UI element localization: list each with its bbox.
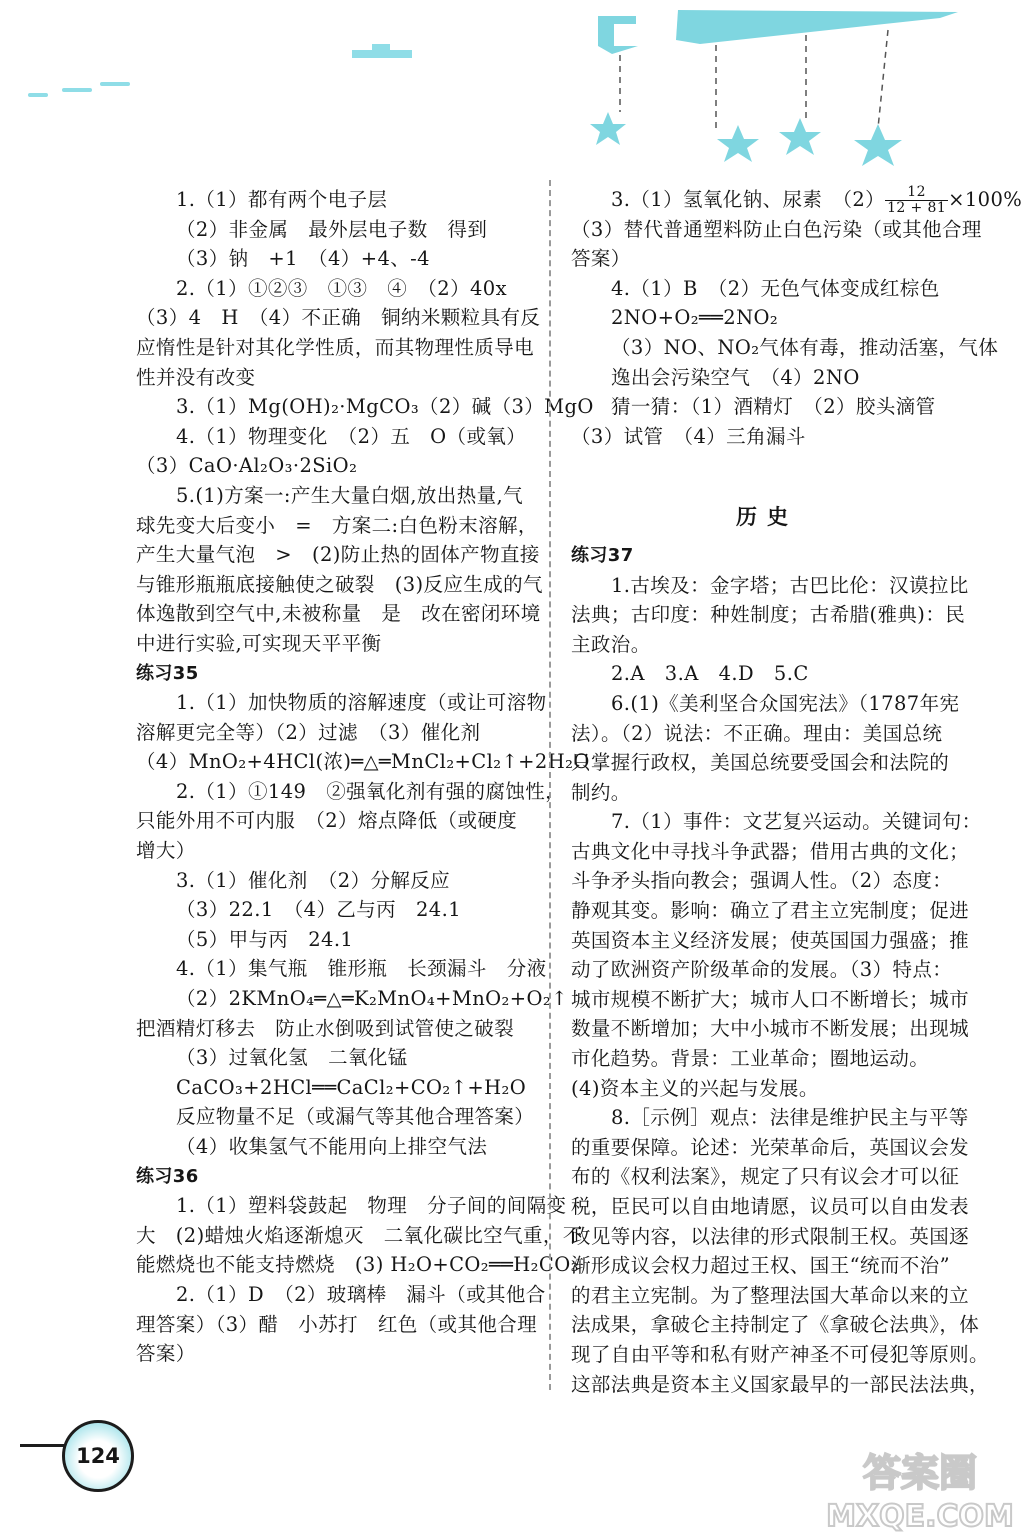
answer-line: 5.(1)方案一:产生大量白烟,放出热量,气 — [176, 483, 523, 507]
watermark-logo — [820, 1446, 1025, 1532]
answer-line: 溶解更完全等）（2）过滤 （3）催化剂 — [136, 720, 481, 744]
bunting-left — [598, 16, 638, 54]
chemistry-continued — [571, 215, 999, 452]
answer-line: 答案） — [136, 1342, 196, 1366]
answer-line: 4.（1）物理变化 （2）五 O（或氧） — [176, 424, 527, 448]
answer-line: 市化趋势。背景：工业革命；圈地运动。 — [571, 1047, 930, 1071]
answer-line: 产生大量气泡 > (2)防止热的固体产物直接 — [136, 543, 540, 567]
hanging-strings — [620, 30, 888, 132]
answer-line: 理答案）（3）醋 小苏打 红色（或其他合理 — [136, 1312, 538, 1336]
answer-line: （3）NO、NO₂气体有毒，推动活塞，气体 — [611, 335, 999, 359]
answer-line: （4）MnO₂+4HCl(浓)═△═MnCl₂+Cl₂↑+2H₂O — [136, 750, 590, 774]
answer-line: 大 (2)蜡烛火焰逐渐熄灭 二氧化碳比空气重，不 — [136, 1223, 583, 1247]
answer-line: 的君主立宪制。为了整理法国大革命以来的立 — [571, 1283, 970, 1307]
cloud-strokes — [28, 44, 412, 97]
answer-line: 布的《权利法案》，规定了只有议会才可以征 — [571, 1165, 960, 1189]
answer-line: 3.（1）Mg(OH)₂·MgCO₃（2）碱（3）MgO — [176, 395, 594, 419]
answer-line — [571, 184, 1023, 216]
answer-line: 制约。 — [571, 780, 631, 804]
answer-line: 2.（1）①149 ②强氧化剂有强的腐蚀性， — [176, 779, 566, 803]
answer-line: 6.(1)《美利坚合众国宪法》（1787年宪 — [611, 691, 960, 715]
answer-line: （2）2KMnO₄═△═K₂MnO₄+MnO₂+O₂↑ — [176, 987, 568, 1011]
answer-line: 性并没有改变 — [136, 365, 256, 389]
answer-line: 球先变大后变小 = 方案二:白色粉末溶解， — [136, 513, 538, 537]
answer-line: 应惰性是针对其化学性质，而其物理性质导电 — [136, 335, 535, 359]
answer-line: 1.（1）都有两个电子层 — [176, 188, 388, 211]
answer-line: （3）4 H （4）不正确 铜纳米颗粒具有反 — [136, 306, 541, 330]
answer-line: 反应物量不足（或漏气等其他合理答案） — [176, 1105, 535, 1129]
fraction-denominator: 12 + 81 — [887, 200, 947, 216]
answer-line: 体逸散到空气中,未被称量 是 改在密闭环境 — [136, 602, 541, 626]
answer-line: 7.（1）事件：文艺复兴运动。关键词句： — [611, 810, 982, 834]
fraction-numerator: 12 — [885, 185, 948, 201]
section-heading-history: 历史 — [736, 505, 798, 530]
answer-line: 现了自由平等和私有财产神圣不可侵犯等原则。 — [571, 1342, 989, 1366]
right-column — [571, 184, 1023, 1399]
answer-line: 1.（1）塑料袋鼓起 物理 分子间的间隔变 — [176, 1194, 567, 1218]
answer-line: 法）。（2）说法：不正确。理由：美国总统 — [571, 721, 943, 745]
answer-line: 4.（1）B （2）无色气体变成红棕色 — [611, 276, 940, 300]
answer-line: （4）收集氢气不能用向上排空气法 — [176, 1135, 488, 1158]
answer-line: 英国资本主义经济发展；使英国国力强盛；推 — [571, 928, 970, 952]
answer-line: 税，臣民可以自由地请愿，议员可以自由发表 — [571, 1195, 970, 1218]
answer-line: 政见等内容，以法律的形式限制王权。英国逐 — [571, 1224, 970, 1248]
left-column — [136, 185, 594, 1369]
answer-line: 中进行实验,可实现天平平衡 — [136, 631, 382, 655]
answer-line: 2.（1）D （2）玻璃棒 漏斗（或其他合 — [176, 1282, 546, 1306]
page-number: 124 — [62, 1420, 134, 1492]
exercise-heading: 练习36 — [136, 1165, 199, 1187]
bunting-banner — [676, 10, 958, 44]
answer-line: 答案） — [571, 247, 631, 271]
answer-line: （2）非金属 最外层电子数 得到 — [176, 217, 488, 241]
fraction — [885, 185, 948, 216]
answer-line: 逸出会污染空气 （4）2NO — [611, 365, 860, 389]
answer-line: （3）试管 （4）三角漏斗 — [571, 424, 806, 448]
answer-line: 城市规模不断扩大；城市人口不断增长；城市 — [571, 987, 970, 1011]
watermark-text: 答案圈 — [862, 1451, 978, 1495]
answer-line: （5）甲与丙 24.1 — [176, 927, 354, 951]
answer-line: 主政治。 — [571, 632, 651, 656]
text-run: ×100% — [948, 188, 1023, 211]
answer-line: 能燃烧也不能支持燃烧 (3) H₂O+CO₂══H₂CO₃ — [136, 1253, 579, 1277]
answer-line: （3）替代普通塑料防止白色污染（或其他合理 — [571, 217, 982, 241]
answer-line: 增大） — [136, 839, 196, 863]
answer-line: 3.（1）催化剂 （2）分解反应 — [176, 868, 451, 892]
answer-line: 2NO+O₂══2NO₂ — [611, 306, 779, 330]
history-answers — [571, 541, 989, 1399]
answer-line: 2.A 3.A 4.D 5.C — [611, 662, 809, 686]
column-divider — [549, 180, 551, 1390]
answer-line: 与锥形瓶瓶底接触使之破裂 (3)反应生成的气 — [136, 572, 543, 596]
answer-line: 只能外用不可内服 （2）熔点降低（或硬度 — [136, 809, 518, 833]
answer-line: 4.（1）集气瓶 锥形瓶 长颈漏斗 分液 — [176, 957, 547, 981]
answer-line: (4)资本主义的兴起与发展。 — [571, 1076, 819, 1100]
answer-line: 静观其变。影响：确立了君主立宪制度；促进 — [571, 899, 970, 923]
answer-line: （3）22.1 （4）乙与丙 24.1 — [176, 898, 461, 922]
exercise-heading: 练习35 — [136, 662, 199, 684]
answer-line: 1.（1）加快物质的溶解速度（或让可溶物 — [176, 691, 547, 715]
answer-line: 把酒精灯移去 防止水倒吸到试管使之破裂 — [136, 1016, 515, 1040]
answer-line: 古典文化中寻找斗争武器；借用古典的文化； — [571, 839, 970, 863]
answer-line: 只掌握行政权，美国总统要受国会和法院的 — [571, 751, 950, 775]
answer-line: （3）钠 +1 （4）+4、-4 — [176, 247, 430, 271]
answer-line: （3）CaO·Al₂O₃·2SiO₂ — [136, 454, 358, 478]
answer-line: 法典；古印度：种姓制度；古希腊(雅典)：民 — [571, 603, 966, 627]
header-decoration — [0, 0, 1033, 180]
answer-line: 猜一猜：（1）酒精灯 （2）胶头滴管 — [611, 395, 936, 419]
answer-line: 2.（1）①②③ ①③ ④ （2）40x — [176, 276, 507, 300]
answer-line: 法成果，拿破仑主持制定了《拿破仑法典》，体 — [571, 1313, 980, 1337]
text-run: 3.（1）氢氧化钠、尿素 （2） — [611, 188, 886, 211]
answer-line: 的重要保障。论述：光荣革命后，英国议会发 — [571, 1135, 970, 1159]
answer-line: 8.［示例］观点：法律是维护民主与平等 — [611, 1106, 969, 1130]
answer-line: 渐形成议会权力超过王权、国王“统而不治” — [571, 1254, 950, 1278]
exercise-heading: 练习37 — [571, 544, 634, 566]
watermark-url: MXQE.COM — [826, 1499, 1014, 1532]
answer-line: CaCO₃+2HCl══CaCl₂+CO₂↑+H₂O — [176, 1075, 527, 1099]
answer-line: 1.古埃及：金字塔；古巴比伦：汉谟拉比 — [611, 573, 969, 597]
answer-line: （3）过氧化氢 二氧化锰 — [176, 1046, 408, 1070]
answer-line: 斗争矛头指向教会；强调人性。（2）态度： — [571, 869, 953, 893]
answer-line: 这部法典是资本主义国家最早的一部民法法典， — [571, 1372, 989, 1396]
star-icon — [590, 112, 902, 166]
answer-line: 数量不断增加；大中小城市不断发展；出现城 — [571, 1017, 970, 1041]
answer-line: 动了欧洲资产阶级革命的发展。（3）特点： — [571, 958, 953, 982]
